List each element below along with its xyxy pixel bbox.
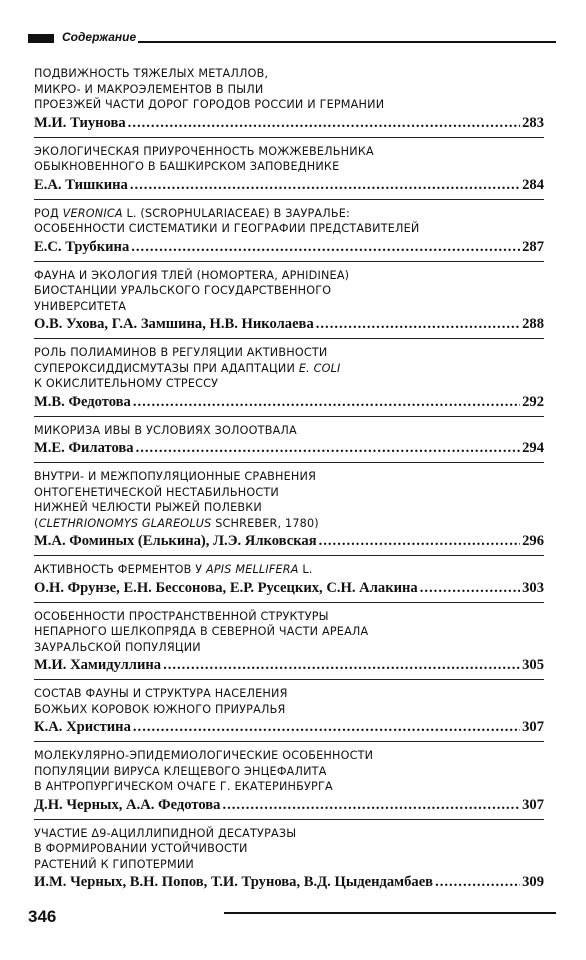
dot-leader (420, 579, 520, 597)
dot-leader (163, 656, 520, 674)
entry-title-line: В ФОРМИРОВАНИИ УСТОЙЧИВОСТИ (34, 842, 248, 855)
entry-title-line: (CLETHRIONOMYS GLAREOLUS SCHREBER, 1780) (34, 516, 319, 530)
entry-page-number: 294 (522, 440, 544, 456)
entry-author-row (34, 718, 544, 736)
dot-leader (128, 114, 520, 132)
toc-entry[interactable] (34, 469, 544, 556)
toc-entry[interactable] (34, 66, 544, 138)
entry-authors: М.И. Тиунова (34, 114, 126, 131)
entry-page-number: 305 (522, 657, 544, 673)
entry-author-row (34, 393, 544, 411)
entry-title (34, 469, 544, 531)
entry-author-row (34, 532, 544, 550)
entry-title-line: СУПЕРОКСИДДИСМУТАЗЫ ПРИ АДАПТАЦИИ E. COLI (34, 361, 341, 375)
entry-page-number: 292 (522, 393, 544, 410)
footer-rule (224, 912, 556, 914)
entry-title-line: МОЛЕКУЛЯРНО-ЭПИДЕМИОЛОГИЧЕСКИЕ ОСОБЕННОСТИ (34, 749, 374, 762)
entry-title (34, 66, 544, 113)
dot-leader (222, 796, 520, 814)
entry-title-line: УЧАСТИЕ Δ9-АЦИЛЛИПИДНОЙ ДЕСАТУРАЗЫ (34, 826, 297, 840)
entry-title-line: ОНТОГЕНЕТИЧЕСКОЙ НЕСТАБИЛЬНОСТИ (34, 485, 279, 499)
entry-page-number: 307 (522, 796, 544, 813)
entry-author-row (34, 439, 544, 457)
entry-title-line: ОСОБЕННОСТИ СИСТЕМАТИКИ И ГЕОГРАФИИ ПРЕДСТАВИТЕЛЕЙ (34, 222, 420, 235)
entry-page-number: 288 (522, 316, 544, 332)
entry-authors: О.В. Ухова, Г.А. Замшина, Н.В. Николаева (34, 316, 314, 332)
entry-author-row (34, 796, 544, 814)
entry-title-line: В АНТРОПУРГИЧЕСКОМ ОЧАГЕ Г. ЕКАТЕРИНБУРГА (34, 780, 333, 793)
entry-authors: Е.А. Тишкина (34, 176, 128, 193)
toc-entry[interactable] (34, 268, 544, 340)
entry-authors: Д.Н. Черных, А.А. Федотова (34, 796, 221, 813)
entry-title (34, 144, 544, 175)
toc-entry[interactable] (34, 562, 544, 603)
entry-author-row (34, 315, 544, 333)
dot-leader (130, 176, 520, 194)
entry-title (34, 562, 544, 578)
entry-authors: Е.С. Трубкина (34, 238, 130, 255)
entry-title-line: АКТИВНОСТЬ ФЕРМЕНТОВ У APIS MELLIFERA L. (34, 563, 313, 576)
entry-title-line: РАСТЕНИЙ К ГИПОТЕРМИИ (34, 857, 194, 871)
entry-title-line: БОЖЬИХ КОРОВОК ЮЖНОГО ПРИУРАЛЬЯ (34, 702, 286, 716)
entry-title-line: СОСТАВ ФАУНЫ И СТРУКТУРА НАСЕЛЕНИЯ (34, 687, 288, 700)
page-number: 346 (28, 907, 57, 926)
dot-leader (133, 718, 520, 736)
entry-title-line: ОСОБЕННОСТИ ПРОСТРАНСТВЕННОЙ СТРУКТУРЫ (34, 609, 329, 623)
toc-entry[interactable] (34, 826, 544, 897)
toc-entry[interactable] (34, 423, 544, 464)
entry-authors: М.Е. Филатова (34, 440, 134, 456)
dot-leader (435, 873, 520, 891)
entry-authors: М.А. Фоминых (Елькина), Л.Э. Ялковская (34, 533, 317, 549)
entry-title-line: МИКРО- И МАКРОЭЛЕМЕНТОВ В ПЫЛИ (34, 82, 264, 96)
entry-title-line: ФАУНА И ЭКОЛОГИЯ ТЛЕЙ (HOMOPTERA, APHIDINEA) (34, 268, 350, 282)
entry-title (34, 345, 544, 392)
entry-title (34, 826, 544, 873)
entry-author-row (34, 176, 544, 194)
dot-leader (319, 532, 521, 550)
entry-page-number: 296 (522, 533, 544, 549)
entry-title (34, 686, 544, 717)
entry-title-line: ПОДВИЖНОСТЬ ТЯЖЕЛЫХ МЕТАЛЛОВ, (34, 67, 269, 80)
entry-title (34, 268, 544, 315)
entry-title-line: МИКОРИЗА ИВЫ В УСЛОВИЯХ ЗОЛООТВАЛА (34, 423, 297, 437)
entry-title-line: РОД VERONICA L. (SCROPHULARIACEAE) В ЗАУРАЛЬЕ: (34, 206, 351, 220)
entry-author-row (34, 873, 544, 891)
entry-page-number: 309 (522, 874, 544, 890)
entry-title-line: УНИВЕРСИТЕТА (34, 299, 127, 313)
entry-title-line: БИОСТАНЦИИ УРАЛЬСКОГО ГОСУДАРСТВЕННОГО (34, 284, 332, 297)
entry-authors: О.Н. Фрунзе, Е.Н. Бессонова, Е.Р. Русецких, С.Н. Алакина (34, 579, 418, 596)
entry-author-row (34, 579, 544, 597)
header-rule (138, 41, 556, 43)
entry-title-line: ЭКОЛОГИЧЕСКАЯ ПРИУРОЧЕННОСТЬ МОЖЖЕВЕЛЬНИКА (34, 144, 374, 158)
entry-page-number: 287 (522, 238, 544, 255)
entry-title-line: ПРОЕЗЖЕЙ ЧАСТИ ДОРОГ ГОРОДОВ РОССИИ И ГЕРМАНИИ (34, 98, 385, 111)
toc-entry[interactable] (34, 345, 544, 417)
entry-page-number: 284 (522, 176, 544, 193)
table-of-contents (34, 66, 544, 902)
toc-entry[interactable] (34, 144, 544, 200)
entry-title (34, 609, 544, 656)
entry-page-number: 303 (522, 579, 544, 596)
entry-authors: М.И. Хамидуллина (34, 657, 162, 673)
entry-author-row (34, 238, 544, 256)
dot-leader (131, 238, 520, 256)
entry-title-line: НИЖНЕЙ ЧЕЛЮСТИ РЫЖЕЙ ПОЛЕВКИ (34, 501, 262, 514)
entry-title-line: ПОПУЛЯЦИИ ВИРУСА КЛЕЩЕВОГО ЭНЦЕФАЛИТА (34, 764, 327, 778)
entry-title-line: К ОКИСЛИТЕЛЬНОМУ СТРЕССУ (34, 377, 219, 390)
entry-title-line: НЕПАРНОГО ШЕЛКОПРЯДА В СЕВЕРНОЙ ЧАСТИ АРЕАЛА (34, 625, 369, 638)
dot-leader (316, 315, 520, 333)
entry-title-line: ОБЫКНОВЕННОГО В БАШКИРСКОМ ЗАПОВЕДНИКЕ (34, 160, 340, 173)
entry-author-row (34, 656, 544, 674)
toc-entry[interactable] (34, 748, 544, 820)
entry-page-number: 307 (522, 719, 544, 735)
toc-entry[interactable] (34, 206, 544, 262)
toc-entry[interactable] (34, 686, 544, 742)
dot-leader (133, 393, 520, 411)
entry-author-row (34, 114, 544, 132)
entry-title-line: ВНУТРИ- И МЕЖПОПУЛЯЦИОННЫЕ СРАВНЕНИЯ (34, 470, 317, 483)
entry-authors: М.В. Федотова (34, 393, 131, 410)
header-marker (28, 34, 54, 43)
entry-title-line: РОЛЬ ПОЛИАМИНОВ В РЕГУЛЯЦИИ АКТИВНОСТИ (34, 346, 328, 359)
entry-title-line: ЗАУРАЛЬСКОЙ ПОПУЛЯЦИИ (34, 640, 201, 654)
entry-authors: И.М. Черных, В.Н. Попов, Т.И. Трунова, В.Д. Цыдендамбаев (34, 874, 434, 890)
entry-title (34, 423, 544, 439)
toc-entry[interactable] (34, 609, 544, 681)
entry-title (34, 206, 544, 237)
section-title: Содержание (62, 30, 137, 44)
entry-title (34, 748, 544, 795)
running-header (28, 30, 556, 46)
dot-leader (136, 439, 521, 457)
page-footer (28, 907, 556, 933)
entry-page-number: 283 (522, 114, 544, 131)
entry-authors: К.А. Христина (34, 719, 131, 735)
